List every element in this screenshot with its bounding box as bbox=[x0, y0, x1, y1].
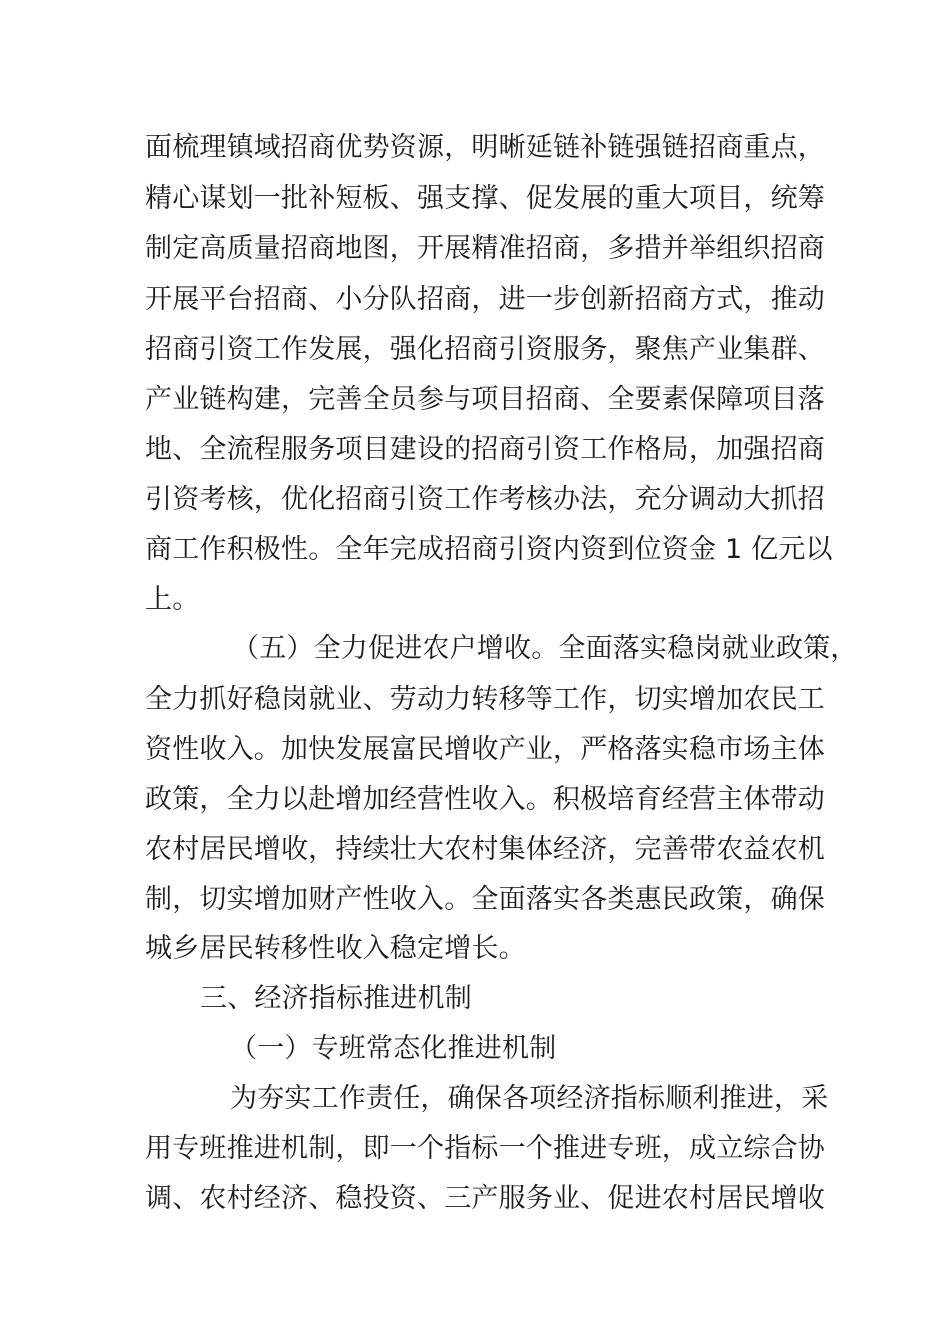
text-line: 全力抓好稳岗就业、劳动力转移等工作，切实增加农民工 bbox=[145, 684, 825, 715]
text-line: 上。 bbox=[145, 584, 200, 615]
text-line: 政策，全力以赴增加经营性收入。积极培育经营主体带动 bbox=[145, 784, 825, 815]
text-line: 产业链构建，完善全员参与项目招商、全要素保障项目落 bbox=[145, 384, 825, 415]
text-line: 精心谋划一批补短板、强支撑、促发展的重大项目，统筹 bbox=[145, 183, 825, 214]
text-line: 农村居民增收，持续壮大农村集体经济，完善带农益农机 bbox=[145, 834, 825, 865]
text-line: 制，切实增加财产性收入。全面落实各类惠民政策，确保 bbox=[145, 884, 825, 915]
subsection-heading-1: （一）专班常态化推进机制 bbox=[230, 1033, 557, 1064]
section-heading-5: （五）全力促进农户增收。全面落实稳岗就业政策， bbox=[232, 633, 858, 664]
text-line: 城乡居民转移性收入稳定增长。 bbox=[145, 933, 526, 964]
text-line: 地、全流程服务项目建设的招商引资工作格局，加强招商 bbox=[145, 434, 825, 465]
text-line: 制定高质量招商地图，开展精准招商，多措并举组织招商 bbox=[145, 233, 825, 264]
text-line: 面梳理镇域招商优势资源，明晰延链补链强链招商重点， bbox=[145, 132, 825, 163]
text-line: 为夯实工作责任，确保各项经济指标顺利推进，采 bbox=[230, 1083, 829, 1114]
text-line: 调、农村经济、稳投资、三产服务业、促进农村居民增收 bbox=[145, 1183, 825, 1214]
text-line: 商工作积极性。全年完成招商引资内资到位资金 1 亿元以 bbox=[145, 534, 833, 565]
section-heading-3: 三、经济指标推进机制 bbox=[200, 983, 472, 1014]
text-line: 资性收入。加快发展富民增收产业，严格落实稳市场主体 bbox=[145, 734, 825, 765]
text-line: 引资考核，优化招商引资工作考核办法，充分调动大抓招 bbox=[145, 484, 825, 515]
text-line: 招商引资工作发展，强化招商引资服务，聚焦产业集群、 bbox=[145, 334, 825, 365]
text-line: 用专班推进机制，即一个指标一个推进专班，成立综合协 bbox=[145, 1133, 825, 1164]
text-line: 开展平台招商、小分队招商，进一步创新招商方式，推动 bbox=[145, 284, 825, 315]
